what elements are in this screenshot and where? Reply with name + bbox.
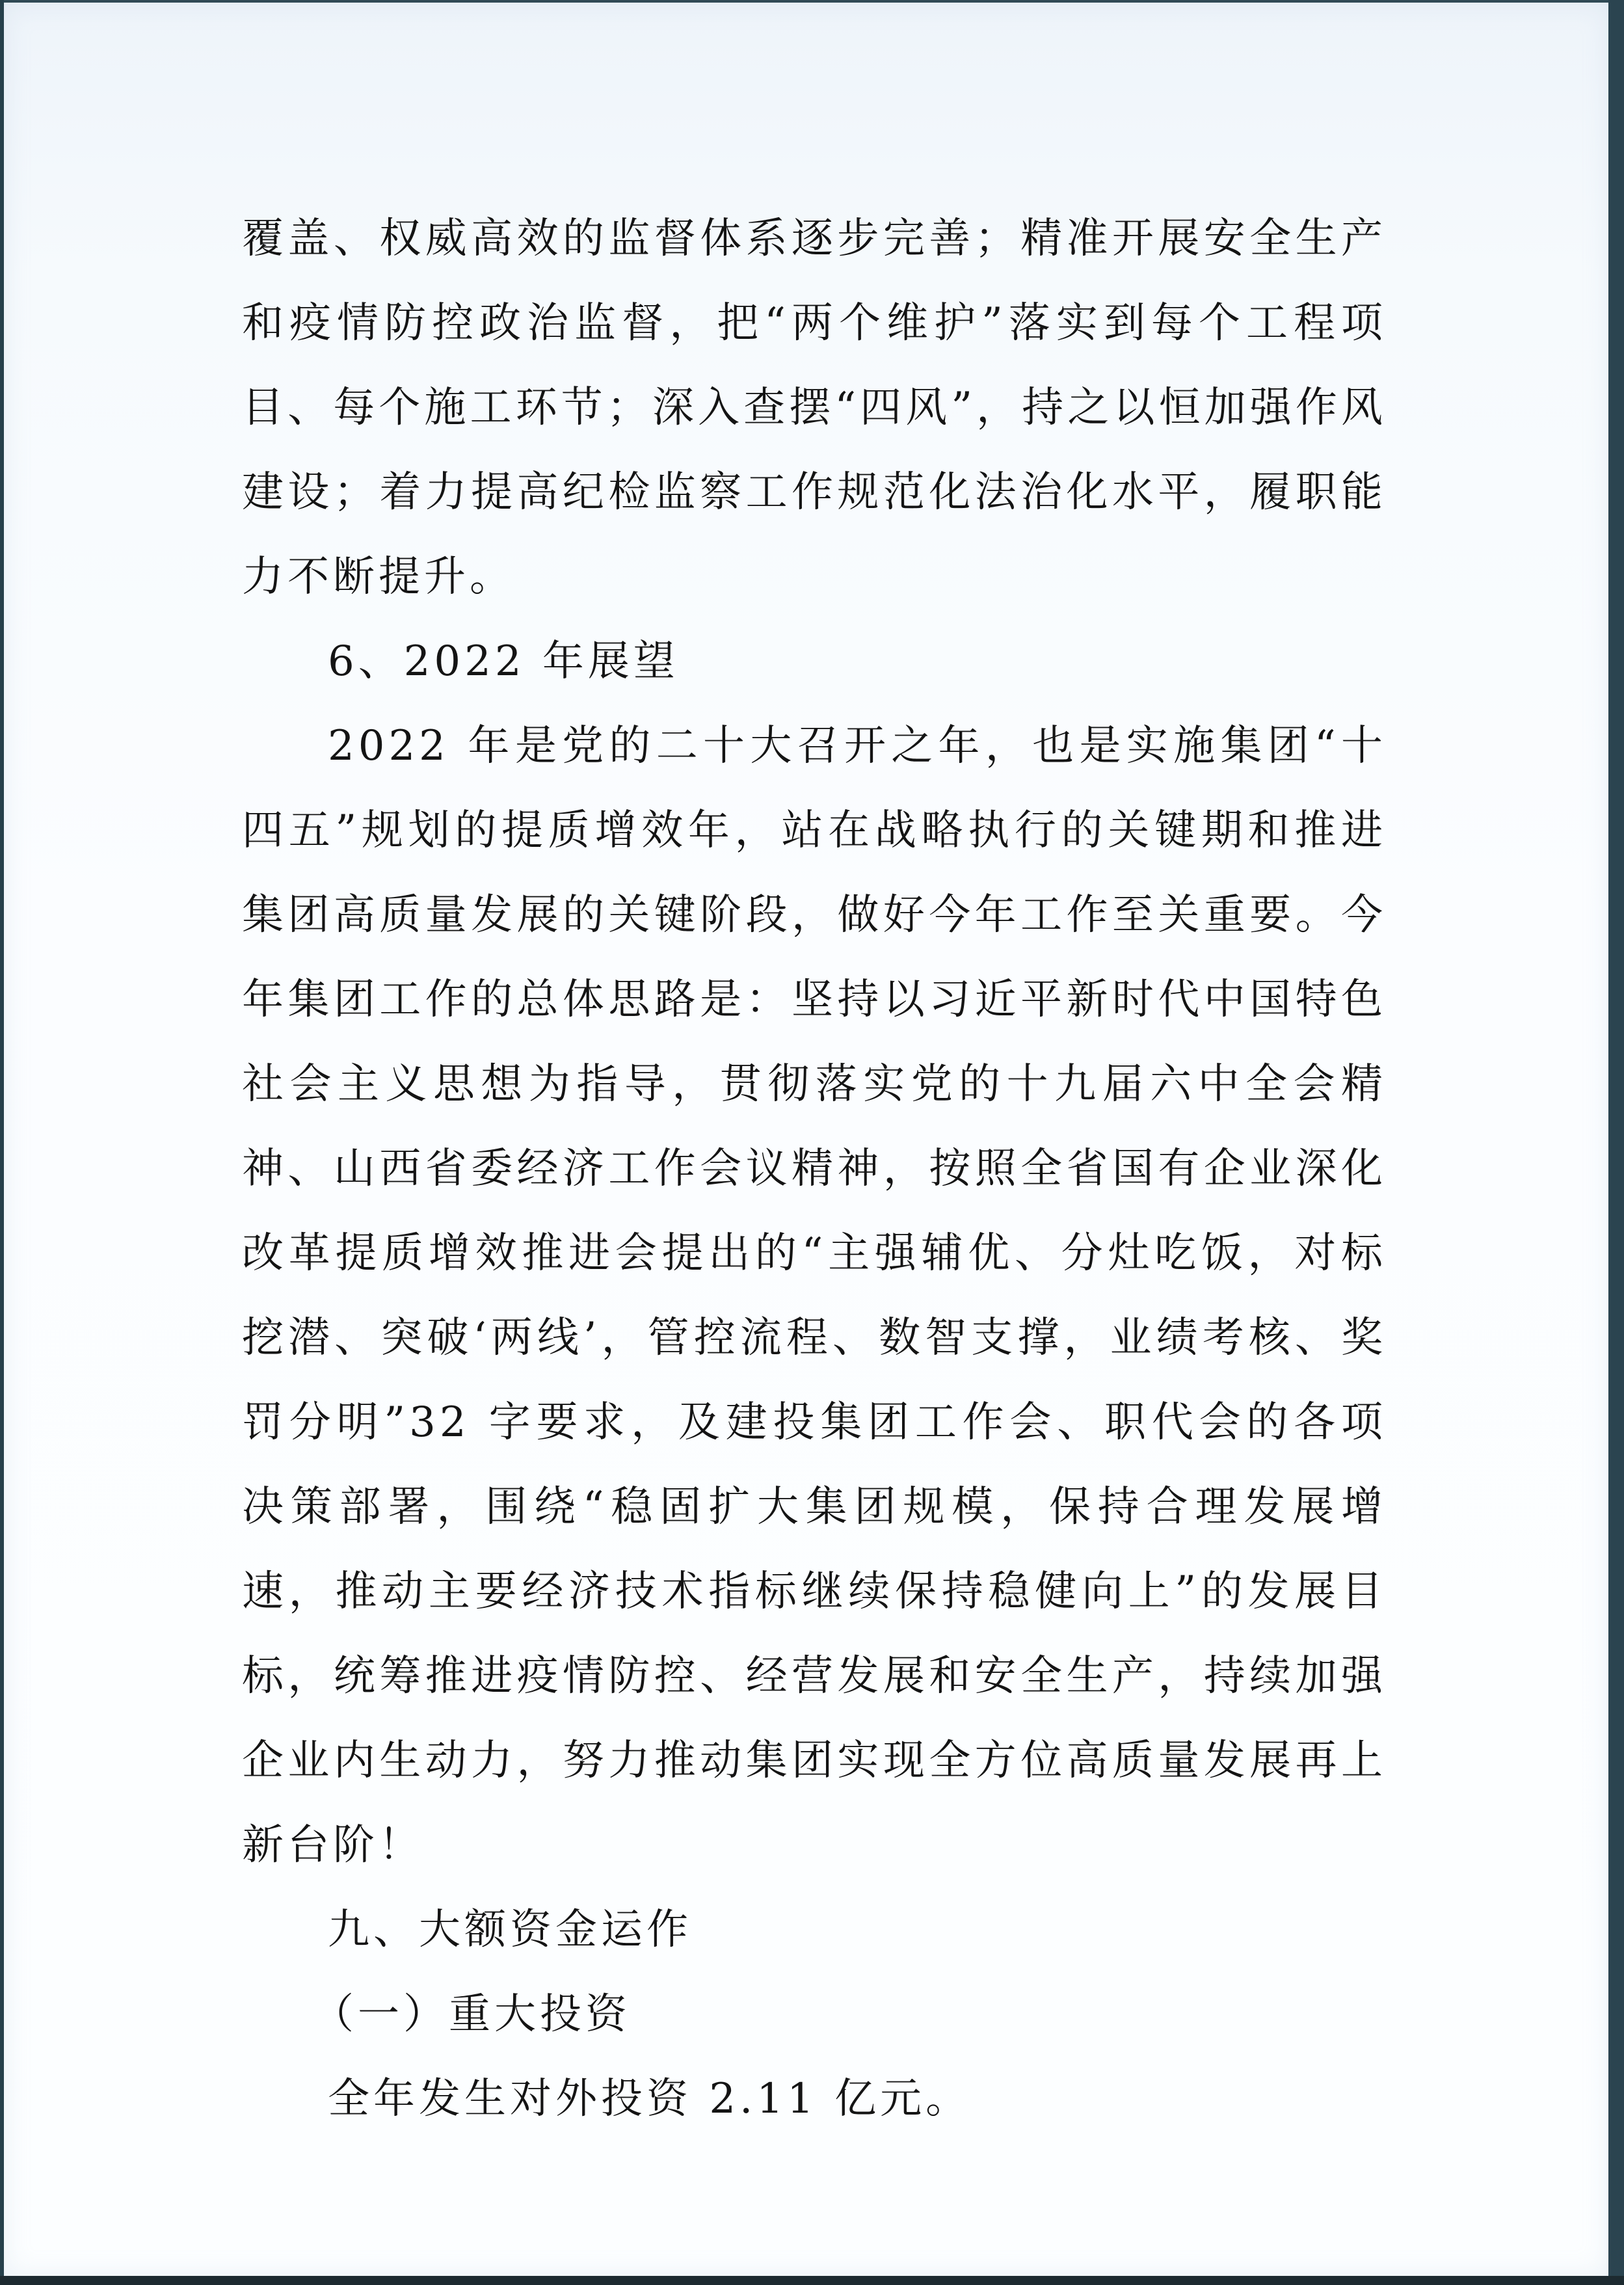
subsection-major-investment-body: 全年发生对外投资 2.11 亿元。 xyxy=(328,2075,972,2123)
scan-border-right xyxy=(1608,0,1624,2285)
continuation-paragraph: 覆盖、权威高效的监督体系逐步完善；精准开展安全生产和疫情防控政治监督，把“两个维护”落实到每个工程项目、每个施工环节；深入查摆“四风”，持之以恒加强作风建设；着力提高纪检监察工作规范化法治化水平，履职能力不断提升。 xyxy=(242,215,1387,601)
scan-border-bottom xyxy=(0,2276,1624,2285)
document-body xyxy=(242,196,1387,2141)
subsection-major-investment-heading: （一）重大投资 xyxy=(312,1990,631,2038)
section-6-body: 2022 年是党的二十大召开之年，也是实施集团“十四五”规划的提质增效年，站在战略执行的关键期和推进集团高质量发展的关键阶段，做好今年工作至关重要。今年集团工作的总体思路是：坚持以习近平新时代中国特色社会主义思想为指导，贯彻落实党的十九届六中全会精神、山西省委经济工作会议精神，按照全省国有企业深化改革提质增效推进会提出的“主强辅优、分灶吃饭，对标挖潜、突破‘两线’，管控流程、数智支撑，业绩考核、奖罚分明”32 字要求，及建投集团工作会、职代会的各项决策部署，围绕“稳固扩大集团规模，保持合理发展增速，推动主要经济技术指标继续保持稳健向上”的发展目标，统筹推进疫情防控、经营发展和安全生产，持续加强企业内生动力，努力推动集团实现全方位高质量发展再上新台阶！ xyxy=(242,722,1387,1869)
section-6-heading: 6、2022 年展望 xyxy=(328,637,679,686)
section-9-heading: 九、大额资金运作 xyxy=(328,1906,692,1954)
